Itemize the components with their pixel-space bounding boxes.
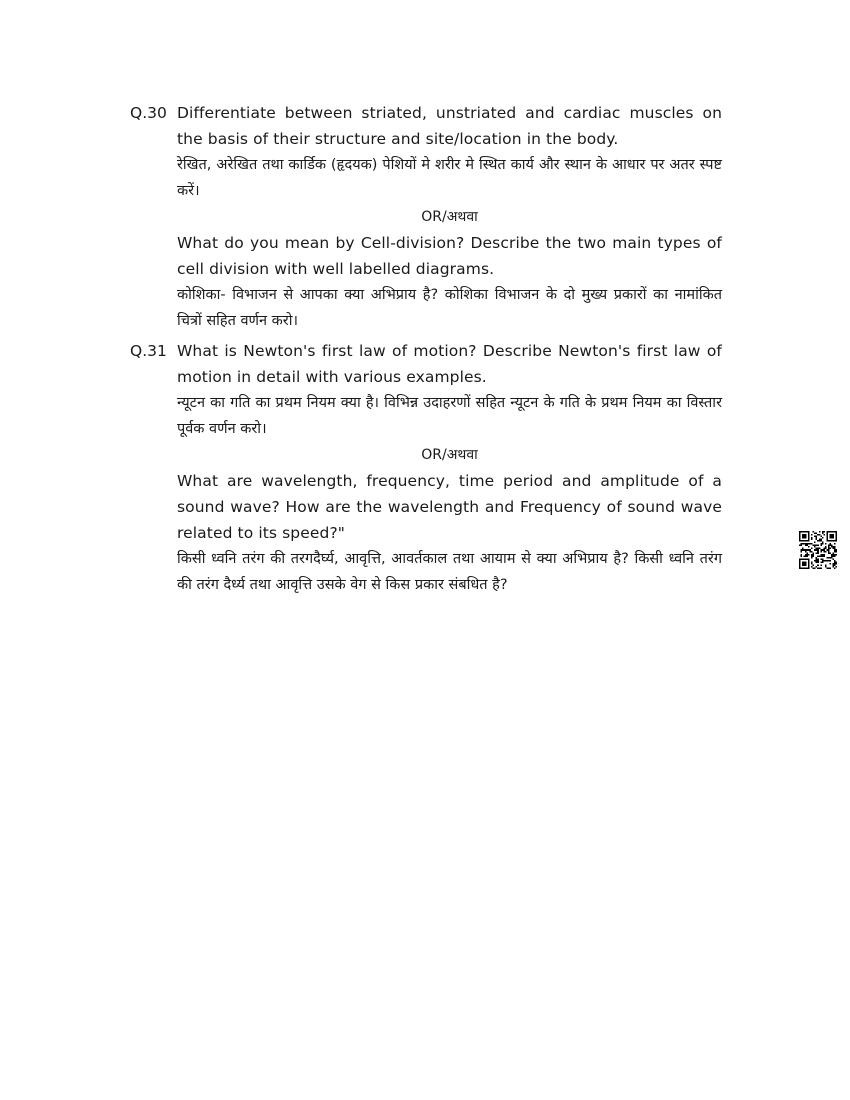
question-number: Q.31 [130, 342, 167, 360]
alternate-question-english: What do you mean by Cell-division? Describe the two main types of cell division with well labelled diagrams. [177, 234, 722, 278]
question-text-english: What is Newton's first law of motion? Describe Newton's first law of motion in detail with various examples. [177, 342, 722, 386]
or-separator: OR/अथवा [421, 447, 478, 463]
question-text-hindi: रेखित, अरेखित तथा कार्डिक (हृदयक) पेशियों मे शरीर मे स्थित कार्य और स्थान के आधार पर अतर स्पष्ट करें। [177, 157, 722, 199]
question-text-hindi: न्यूटन का गति का प्रथम नियम क्या है। विभिन्न उदाहरणों सहित न्यूटन के गति के प्रथम नियम का विस्तार पूर्वक वर्णन करो। [177, 395, 722, 437]
qr-code-icon [799, 531, 837, 569]
alternate-question-english: What are wavelength, frequency, time period and amplitude of a sound wave? How are the wavelength and Frequency of sound wave related to its speed?" [177, 472, 722, 542]
question-number: Q.30 [130, 104, 167, 122]
alternate-question-hindi: किसी ध्वनि तरंग की तरगदैर्घ्य, आवृत्ति, आवर्तकाल तथा आयाम से क्या अभिप्राय है? किसी ध्वनि तरंग की तरंग दैर्ध्य तथा आवृत्ति उसके वेग से किस प्रकार संबधित है? [177, 551, 722, 593]
alternate-question-hindi: कोशिका- विभाजन से आपका क्या अभिप्राय है? कोशिका विभाजन के दो मुख्य प्रकारों का नामांकित चित्रों सहित वर्णन करो। [177, 287, 722, 329]
question-text-english: Differentiate between striated, unstriated and cardiac muscles on the basis of their structure and site/location in the body. [177, 104, 722, 148]
or-separator: OR/अथवा [421, 209, 478, 225]
question-body [177, 100, 722, 334]
question-body [177, 338, 722, 598]
